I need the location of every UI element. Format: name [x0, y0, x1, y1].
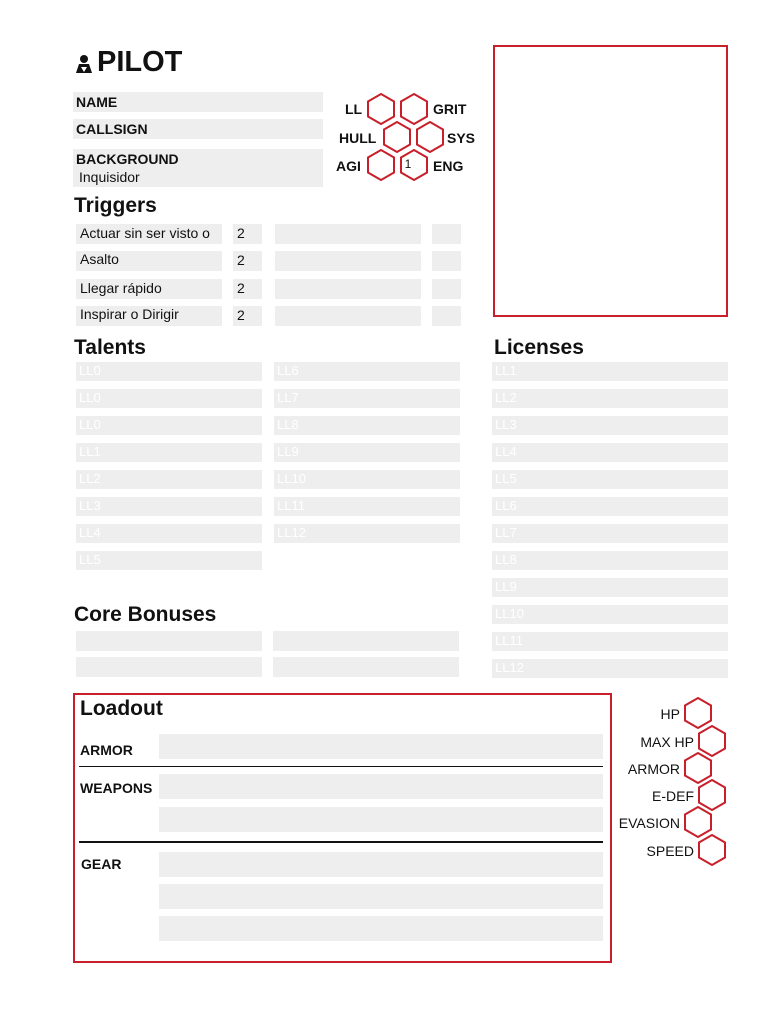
core-bonus-slot[interactable] [273, 657, 459, 677]
background-value: Inquisidor [79, 169, 140, 185]
license-slot[interactable]: LL10 [492, 605, 728, 624]
armor-field[interactable] [159, 734, 603, 759]
talent-slot[interactable]: LL3 [76, 497, 262, 516]
trigger-extra-field[interactable] [432, 251, 461, 271]
license-slot[interactable]: LL8 [492, 551, 728, 570]
talent-slot[interactable]: LL0 [76, 362, 262, 381]
grit-label: GRIT [433, 101, 467, 117]
trigger-name: Actuar sin ser visto o [80, 225, 210, 241]
agi-label: AGI [336, 158, 361, 174]
name-label: NAME [76, 94, 118, 110]
talent-slot[interactable]: LL9 [274, 443, 460, 462]
talent-slot[interactable]: LL12 [274, 524, 460, 543]
trigger-extra-field[interactable] [432, 224, 461, 244]
talent-slot[interactable]: LL4 [76, 524, 262, 543]
talent-slot[interactable]: LL0 [76, 389, 262, 408]
agi-hex[interactable] [366, 149, 396, 181]
core-bonus-slot[interactable] [273, 631, 459, 651]
background-label: BACKGROUND [76, 151, 179, 167]
armor-label: ARMOR [80, 742, 133, 758]
gear-field[interactable] [159, 916, 603, 941]
trigger-note-field[interactable] [275, 306, 421, 326]
trigger-value: 2 [237, 252, 245, 268]
core-bonus-slot[interactable] [76, 657, 262, 677]
trigger-extra-field[interactable] [432, 306, 461, 326]
weapon-field[interactable] [159, 774, 603, 799]
gear-field[interactable] [159, 852, 603, 877]
trigger-note-field[interactable] [275, 251, 421, 271]
trigger-value: 2 [237, 225, 245, 241]
divider [79, 766, 603, 767]
page-title: PILOT [97, 46, 183, 78]
max-hp-label: MAX HP [640, 734, 694, 750]
trigger-note-field[interactable] [275, 279, 421, 299]
licenses-title: Licenses [494, 336, 584, 359]
speed-hex[interactable] [697, 834, 727, 866]
trigger-value: 2 [237, 280, 245, 296]
talents-title: Talents [74, 336, 146, 359]
trigger-name: Llegar rápido [80, 280, 162, 296]
loadout-title: Loadout [80, 697, 163, 720]
trigger-note-field[interactable] [275, 224, 421, 244]
talent-slot[interactable]: LL5 [76, 551, 262, 570]
license-slot[interactable]: LL6 [492, 497, 728, 516]
talent-slot[interactable]: LL7 [274, 389, 460, 408]
person-icon [75, 54, 93, 74]
evasion-label: EVASION [618, 815, 680, 831]
armor-stat-label: ARMOR [627, 761, 680, 777]
callsign-label: CALLSIGN [76, 121, 148, 137]
license-slot[interactable]: LL9 [492, 578, 728, 597]
core-bonuses-title: Core Bonuses [74, 603, 217, 626]
talent-slot[interactable]: LL0 [76, 416, 262, 435]
license-slot[interactable]: LL2 [492, 389, 728, 408]
trigger-value: 2 [237, 307, 245, 323]
portrait-frame[interactable] [493, 45, 728, 317]
ll-label: LL [345, 101, 363, 117]
weapons-label: WEAPONS [80, 780, 153, 796]
talent-slot[interactable]: LL11 [274, 497, 460, 516]
speed-label: SPEED [646, 843, 694, 859]
gear-field[interactable] [159, 884, 603, 909]
license-slot[interactable]: LL3 [492, 416, 728, 435]
eng-value: 1 [404, 157, 412, 171]
trigger-name: Asalto [80, 251, 119, 267]
sys-label: SYS [447, 130, 476, 146]
core-bonus-slot[interactable] [76, 631, 262, 651]
license-slot[interactable]: LL4 [492, 443, 728, 462]
hp-label: HP [660, 706, 680, 722]
talent-slot[interactable]: LL10 [274, 470, 460, 489]
license-slot[interactable]: LL7 [492, 524, 728, 543]
trigger-extra-field[interactable] [432, 279, 461, 299]
edef-label: E-DEF [652, 788, 694, 804]
talent-slot[interactable]: LL2 [76, 470, 262, 489]
talent-slot[interactable]: LL1 [76, 443, 262, 462]
talent-slot[interactable]: LL6 [274, 362, 460, 381]
hull-label: HULL [339, 130, 377, 146]
license-slot[interactable]: LL11 [492, 632, 728, 651]
eng-label: ENG [433, 158, 464, 174]
license-slot[interactable]: LL5 [492, 470, 728, 489]
trigger-name: Inspirar o Dirigir [80, 306, 179, 322]
divider [79, 841, 603, 843]
weapon-field[interactable] [159, 807, 603, 832]
license-slot[interactable]: LL12 [492, 659, 728, 678]
gear-label: GEAR [81, 856, 122, 872]
license-slot[interactable]: LL1 [492, 362, 728, 381]
talent-slot[interactable]: LL8 [274, 416, 460, 435]
triggers-title: Triggers [74, 194, 157, 217]
